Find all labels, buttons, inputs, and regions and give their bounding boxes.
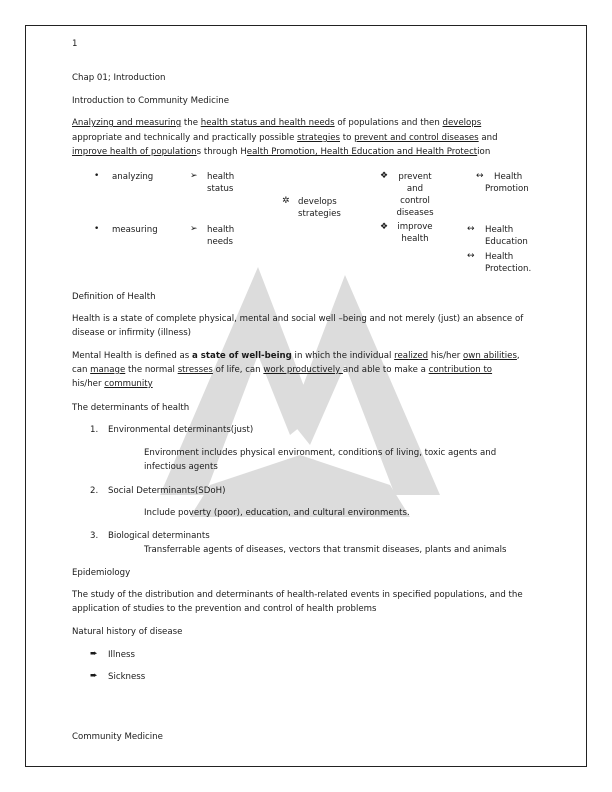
- label-analyzing: analyzing: [112, 172, 154, 182]
- label-health-education-2: Education: [485, 237, 528, 247]
- label-improve-2: health: [401, 234, 429, 244]
- arrow-right-icon: ➢: [190, 171, 198, 181]
- intro-line-1: Analyzing and measuring the health status and health needs of populations and then develops: [72, 118, 482, 128]
- determinant-number: 3.: [90, 531, 99, 541]
- determinants-title: The determinants of health: [72, 403, 190, 413]
- mental-line-1: Mental Health is defined as a state of well-being in which the individual realized his/her own abilities,: [72, 351, 520, 361]
- page-number: 1: [72, 39, 78, 49]
- arrow-bullet-icon: ➨: [90, 649, 98, 659]
- label-strategies: strategies: [298, 209, 341, 219]
- intro-title: Introduction to Community Medicine: [72, 96, 229, 106]
- label-prevent-4: diseases: [396, 208, 434, 218]
- star-icon: ✲: [282, 196, 290, 206]
- label-develops: develops: [298, 197, 337, 207]
- list-item: Illness: [108, 650, 135, 660]
- definition-line-1: Health is a state of complete physical, mental and social well –being and not merely (just) an absence of: [72, 314, 524, 324]
- label-measuring: measuring: [112, 225, 158, 235]
- natural-history-title: Natural history of disease: [72, 627, 183, 637]
- label-health-protection-1: Health: [485, 252, 514, 262]
- label-prevent-3: control: [400, 196, 430, 206]
- diamond-icon: ❖: [380, 171, 389, 181]
- determinant-title: Biological determinants: [108, 531, 210, 541]
- definition-line-2: disease or infirmity (illness): [72, 328, 192, 338]
- arrow-right-icon: ➢: [190, 224, 198, 234]
- label-health-needs-1: health: [207, 225, 235, 235]
- label-health-status-1: health: [207, 172, 235, 182]
- label-health-protection-2: Protection.: [485, 264, 532, 274]
- intro-line-2: appropriate and technically and practically possible strategies to prevent and control diseases and: [72, 133, 498, 143]
- mental-line-3: his/her community: [72, 379, 153, 389]
- bullet-icon: •: [94, 171, 100, 181]
- label-improve-1: improve: [397, 222, 433, 232]
- label-health-status-2: status: [207, 184, 234, 194]
- label-prevent-1: prevent: [398, 172, 432, 182]
- mental-line-2: can manage the normal stresses of life, can work productively and able to make a contribution to: [72, 365, 493, 375]
- determinant-desc-line: Environment includes physical environment, conditions of living, toxic agents and: [144, 448, 497, 458]
- list-item: Sickness: [108, 672, 146, 682]
- arrow-bullet-icon: ➨: [90, 671, 98, 681]
- bullet-icon: •: [94, 224, 100, 234]
- epidemiology-line-1: The study of the distribution and determinants of health-related events in specified populations, and the: [72, 590, 523, 600]
- determinant-desc-line: infectious agents: [144, 462, 218, 472]
- left-right-arrow-icon: ↔: [467, 251, 475, 261]
- determinant-desc-line: Include poverty (poor), education, and cultural environments.: [144, 508, 410, 518]
- label-health-education-1: Health: [485, 225, 514, 235]
- label-prevent-2: and: [406, 184, 424, 194]
- determinant-number: 1.: [90, 425, 99, 435]
- chapter-heading: Chap 01; Introduction: [72, 73, 166, 83]
- label-health-promotion-2: Promotion: [485, 184, 529, 194]
- determinant-title: Social Determinants(SDoH): [108, 486, 226, 496]
- left-right-arrow-icon: ↔: [467, 224, 475, 234]
- epidemiology-line-2: application of studies to the prevention and control of health problems: [72, 604, 377, 614]
- intro-line-3: improve health of populations through Health Promotion, Health Education and Health Protection: [72, 147, 491, 157]
- diamond-icon: ❖: [380, 222, 389, 232]
- determinant-title: Environmental determinants(just): [108, 425, 254, 435]
- left-right-arrow-icon: ↔: [476, 171, 484, 181]
- epidemiology-title: Epidemiology: [72, 568, 131, 578]
- label-health-promotion-1: Health: [494, 172, 523, 182]
- determinant-desc-line: Transferrable agents of diseases, vectors that transmit diseases, plants and animals: [144, 545, 507, 555]
- watermark-logo: [150, 255, 450, 525]
- label-health-needs-2: needs: [207, 237, 233, 247]
- determinant-number: 2.: [90, 486, 99, 496]
- definition-title: Definition of Health: [72, 292, 156, 302]
- footer-text: Community Medicine: [72, 732, 163, 742]
